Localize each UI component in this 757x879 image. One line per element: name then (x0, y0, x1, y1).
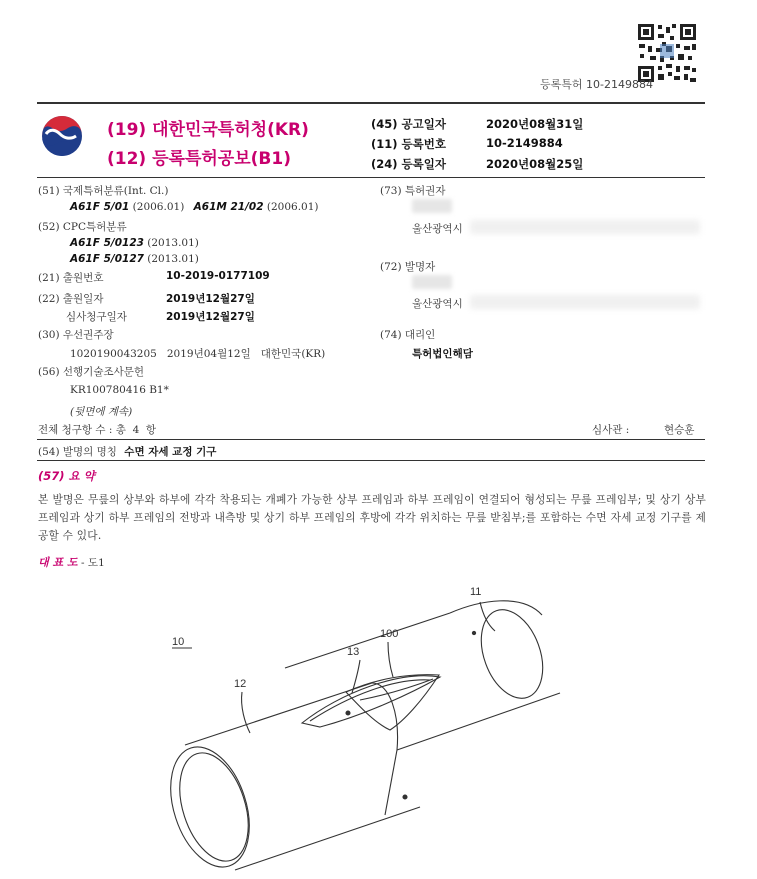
title-rule (37, 460, 705, 461)
qr-code (636, 22, 698, 84)
figure-label-100: 100 (380, 628, 399, 640)
figure-label-11: 11 (470, 586, 482, 598)
patentee-city: 울산광역시 (412, 223, 463, 235)
prior-art-value: KR100780416 B1* (70, 384, 169, 396)
patentee-name-redacted (412, 199, 452, 213)
int-cl-row (70, 201, 319, 213)
cpc-1: A61F 5/0123 (70, 237, 144, 249)
examiner-label: 심사관 : (592, 424, 630, 436)
header-rule (37, 177, 705, 178)
figure-label-10: 10 (172, 636, 185, 648)
inventor-name-redacted (412, 275, 452, 289)
office-title: (19) 대한민국특허청(KR) (107, 120, 309, 140)
application-number-label: (21) 출원번호 (38, 272, 104, 284)
cpc-1-date: (2013.01) (147, 237, 199, 249)
invention-title: 수면 자세 교정 기구 (124, 446, 217, 458)
kipo-emblem-icon (40, 114, 84, 158)
representative-figure-value: - 도1 (81, 557, 105, 569)
publication-date-label: (45) 공고일자 (371, 117, 446, 131)
registration-no-label: (11) 등록번호 (371, 137, 446, 151)
figure-label-13: 13 (347, 646, 360, 658)
abstract-heading: (57) 요 약 (38, 469, 95, 483)
priority-label: (30) 우선권주장 (38, 329, 114, 341)
priority-value: 1020190043205 2019년04월12일 대한민국(KR) (70, 348, 326, 360)
publication-date-value: 2020년08월31일 (486, 117, 584, 131)
agent-value: 특허법인해담 (412, 348, 473, 360)
int-cl-1-date: (2006.01) (132, 201, 185, 213)
registration-value: 10-2149884 (586, 78, 653, 91)
top-rule (37, 102, 705, 104)
cpc-2-date: (2013.01) (147, 253, 199, 265)
int-cl-2-date: (2006.01) (266, 201, 319, 213)
claims-count: 전체 청구항 수 : 총 4 항 (38, 424, 157, 436)
figure-label-12: 12 (234, 678, 247, 690)
continued-note: (뒷면에 계속) (70, 406, 133, 418)
application-date: 2019년12월27일 (166, 293, 255, 305)
int-cl-1: A61F 5/01 (70, 201, 130, 213)
int-cl-2: A61M 21/02 (193, 201, 264, 213)
inventor-address-redacted (470, 295, 700, 309)
inventor-label: (72) 발명자 (380, 261, 436, 273)
examiner-name: 현승훈 (664, 424, 695, 436)
representative-figure-label: 대 표 도 (38, 556, 78, 569)
cpc-label: (52) CPC특허분류 (38, 221, 127, 233)
patent-drawing (150, 575, 590, 875)
application-number: 10-2019-0177109 (166, 270, 270, 282)
inventor-city: 울산광역시 (412, 298, 463, 310)
representative-figure-row (38, 554, 105, 570)
publication-title: (12) 등록특허공보(B1) (107, 149, 291, 169)
exam-date-label: 심사청구일자 (66, 311, 127, 323)
invention-title-row (38, 444, 216, 459)
abstract-text: 본 발명은 무릎의 상부와 하부에 각각 착용되는 개폐가 가능한 상부 프레임과 하부 프레임이 연결되어 형성되는 무릎 프레임부; 및 상기 상부 프레임과 상기 하부 프레임의 전방과 내측방 및 상기 하부 프레임의 후방에 각각 위치하는 무릎 받침부;를 포함하는 수면 자세 교정 기구를 제공할 수 있다. (38, 493, 706, 542)
invention-title-label: (54) 발명의 명칭 (38, 446, 117, 458)
registration-no-value: 10-2149884 (486, 136, 563, 150)
registration-date-value: 2020년08월25일 (486, 157, 584, 171)
patentee-address-redacted (470, 220, 700, 234)
agent-label: (74) 대리인 (380, 329, 436, 341)
registration-number (540, 76, 653, 92)
cpc-row-2 (70, 253, 199, 265)
cpc-row-1 (70, 237, 199, 249)
application-date-label: (22) 출원일자 (38, 293, 104, 305)
int-cl-label: (51) 국제특허분류(Int. Cl.) (38, 185, 169, 197)
prior-art-label: (56) 선행기술조사문헌 (38, 366, 145, 378)
cpc-2: A61F 5/0127 (70, 253, 144, 265)
registration-date-label: (24) 등록일자 (371, 157, 446, 171)
exam-date: 2019년12월27일 (166, 311, 255, 323)
claims-rule (37, 439, 705, 440)
registration-label: 등록특허 (540, 78, 583, 91)
patentee-label: (73) 특허권자 (380, 185, 446, 197)
